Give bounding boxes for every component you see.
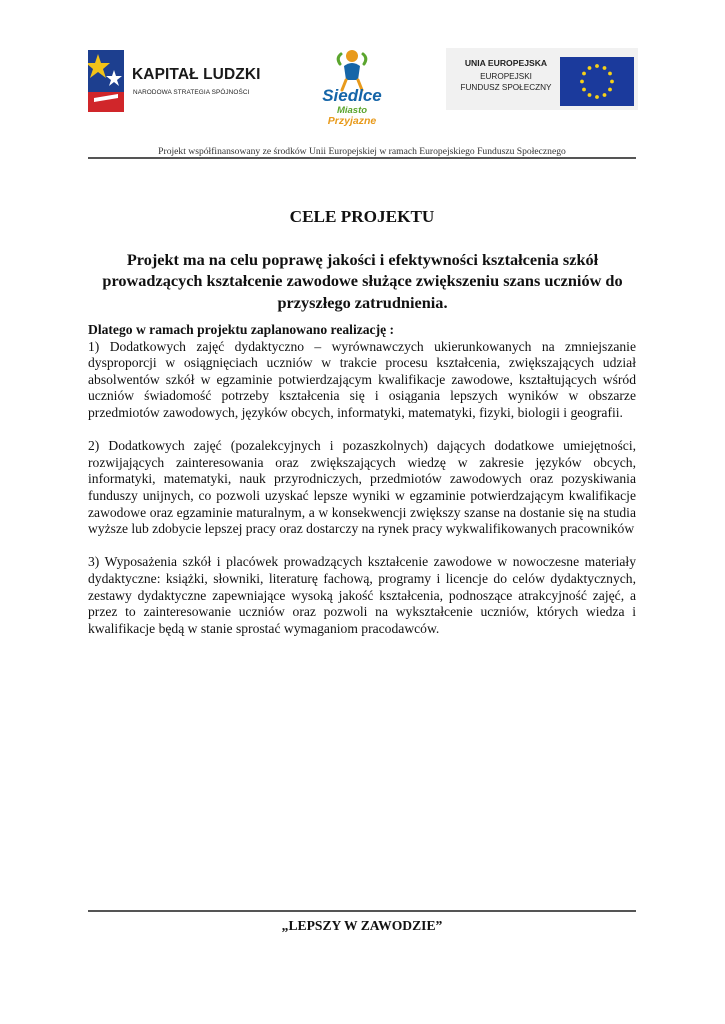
cofinancing-note: Projekt współfinansowany ze środków Unii Europejskiej w ramach Europejskiego Funduszu Społecznego [158, 146, 566, 157]
project-goals-section [88, 322, 636, 637]
siedlce-tagline-miasto: Miasto [336, 105, 368, 116]
goal-item-1: 1) Dodatkowych zajęć dydaktyczno – wyrównawczych ukierunkowanych na zmniejszanie dysproporcji w osiągnięciach uczniów w trakcie procesu kształcenia, zwiększających udział absolwentów szkół w egzaminie potwierdzającym kwalifikacje zawodowe, kształtujących wśród uczniów świadomość potrzeby kształcenia się i osiągania lepszych wyników w obszarze przedmiotów zawodowych, języków obcych, informatyki, matematyki, fizyki, biologii i geografii. [88, 338, 636, 420]
footer-divider [88, 910, 636, 912]
kapital-ludzki-logo [88, 50, 268, 112]
kapital-ludzki-title: KAPITAŁ LUDZKI [132, 66, 261, 83]
ue-line-fundusz: FUNDUSZ SPOŁECZNY [460, 83, 552, 92]
project-aim-lead: Projekt ma na celu poprawę jakości i efektywności kształcenia szkół prowadzących kształcenie zawodowe służące zwiększeniu szans uczniów do przyszłego zatrudnienia. [102, 250, 623, 312]
ue-title: UNIA EUROPEJSKA [464, 58, 548, 68]
goals-intro: Dlatego w ramach projektu zaplanowano realizację : [88, 322, 395, 337]
eu-flag-icon [560, 57, 634, 106]
logo-row [0, 44, 725, 130]
footer-motto: „LEPSZY W ZAWODZIE” [281, 918, 443, 933]
siedlce-name: Siedlce [322, 86, 382, 105]
goal-item-2: 2) Dodatkowych zajęć (pozalekcyjnych i pozaszkolnych) dających dodatkowe umiejętności, rozwijających zainteresowania oraz zwiększających wiedzę w zakresie języków obcych, informatyki, matematyki, nauk przyrodniczych, przedmiotów zawodowych oraz pozyskiwania funduszy unijnych, co pozwoli uzyskać lepsze wyniki w egzaminie potwierdzającym kwalifikacje zawodowe oraz egzaminie maturalnym, a w konsekwencji zwiększy szanse na dostanie się na studia wyższe lub zdobycie lepszej pracy oraz dostarczy na rynek pracy wykwalifikowanych pracowników [88, 438, 636, 537]
unia-europejska-logo [446, 48, 638, 110]
kapital-ludzki-subtitle: NARODOWA STRATEGIA SPÓJNOŚCI [133, 89, 250, 96]
siedlce-logo [300, 48, 404, 132]
ue-line-europejski: EUROPEJSKI [480, 72, 532, 81]
goal-item-3: 3) Wyposażenia szkół i placówek prowadzących kształcenie zawodowe w nowoczesne materiały dydaktyczne: książki, słowniki, literaturę fachową, programy i licencje do celów dydaktycznych, zestawy dydaktyczne zapewniające wysoką jakość kształcenia, podnoszące atrakcyjność zajęć, a przez to zainteresowanie uczniów oraz pozwoli na wykształcenie uczniów, których wiedza i kwalifikacje będą w stanie sprostać wymaganiom pracodawców. [88, 554, 636, 636]
siedlce-tagline-przyjazne: Przyjazne [327, 115, 377, 127]
kapital-ludzki-star-icon [88, 50, 124, 112]
page-title: CELE PROJEKTU [289, 207, 435, 226]
header-divider [88, 157, 636, 159]
